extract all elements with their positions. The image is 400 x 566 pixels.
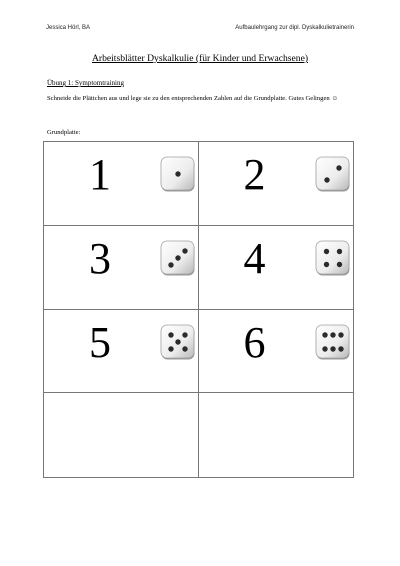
grid-label: Grundplatte: <box>47 129 81 136</box>
cell-number: 6 <box>243 317 266 367</box>
dice-five-icon <box>160 324 196 360</box>
dice-three-icon <box>160 240 196 276</box>
grid-cell-4 <box>199 226 354 310</box>
dice-pip <box>336 165 341 170</box>
grid-cell-empty-2 <box>199 393 354 477</box>
dice-pip <box>182 346 187 351</box>
dice-pip <box>338 346 343 351</box>
grid-cell-3 <box>44 226 199 310</box>
exercise-instructions: Schneide die Plättchen aus und lege sie zu den entsprechenden Zahlen auf die Grundplatte. Gutes Gelingen ☺ <box>47 95 339 102</box>
dice-pip <box>175 339 180 344</box>
header-author: Jessica Hörl, BA <box>46 25 91 31</box>
grid-cell-6 <box>199 310 354 394</box>
grid-cell-2 <box>199 142 354 226</box>
dice-pip <box>175 171 180 176</box>
dice-pip <box>324 177 329 182</box>
grid-cell-1 <box>44 142 199 226</box>
dice-pip <box>338 332 343 337</box>
dice-pip <box>330 346 335 351</box>
dice-six-icon <box>315 324 351 360</box>
dice-pip <box>168 262 173 267</box>
dice-pip <box>175 255 180 260</box>
cell-number: 1 <box>89 150 111 199</box>
dice-pip <box>323 262 328 267</box>
dice-four-icon <box>315 240 351 276</box>
dice-pip <box>168 346 173 351</box>
grid-cell-empty-1 <box>44 393 199 477</box>
base-plate-grid <box>43 141 354 478</box>
cell-number: 2 <box>243 150 266 199</box>
dice-pip <box>336 262 341 267</box>
dice-two-icon <box>315 156 351 192</box>
dice-pip <box>330 332 335 337</box>
dice-pip <box>182 248 187 253</box>
dice-pip <box>322 332 327 337</box>
dice-pip <box>322 346 327 351</box>
header-course: Aufbaulehrgang zur dipl. Dyskalkulietrainerin <box>235 25 354 31</box>
dice-pip <box>323 249 328 254</box>
cell-number: 5 <box>89 317 111 367</box>
dice-pip <box>336 249 341 254</box>
grid-cell-5 <box>44 310 199 394</box>
cell-number: 3 <box>89 233 111 283</box>
document-title: Arbeitsblätter Dyskalkulie (für Kinder und Erwachsene) <box>91 53 309 64</box>
dice-one-icon <box>160 156 196 192</box>
cell-number: 4 <box>243 233 266 283</box>
dice-pip <box>182 332 187 337</box>
exercise-title: Übung 1: Symptomtraining <box>47 79 124 87</box>
dice-pip <box>168 332 173 337</box>
